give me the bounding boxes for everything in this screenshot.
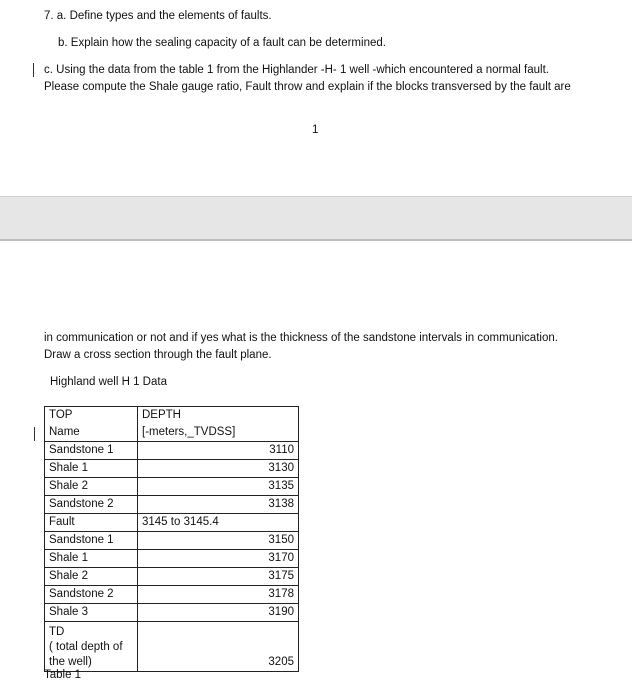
row-name: Shale 2 — [45, 568, 138, 586]
row-depth: 3178 — [138, 586, 299, 604]
text-cursor-2 — [34, 427, 35, 441]
row-name: Sandstone 2 — [45, 496, 138, 514]
row-td-name — [45, 622, 138, 672]
table-row — [45, 550, 299, 568]
table-header-row — [45, 407, 299, 425]
table-row — [45, 568, 299, 586]
table-row — [45, 460, 299, 478]
row-depth: 3150 — [138, 532, 299, 550]
table-row — [45, 532, 299, 550]
row-name: Fault — [45, 514, 138, 532]
row-name: Shale 1 — [45, 460, 138, 478]
continuation-line2: Draw a cross section through the fault plane. — [44, 349, 272, 361]
table-row — [45, 496, 299, 514]
table-row — [45, 586, 299, 604]
well-data-table — [44, 406, 299, 672]
table-row — [45, 604, 299, 622]
row-td-depth: 3205 — [138, 622, 299, 672]
row-name: Sandstone 2 — [45, 586, 138, 604]
row-name: Sandstone 1 — [45, 532, 138, 550]
question-7a: 7. a. Define types and the elements of faults. — [44, 10, 272, 22]
row-depth: 3145 to 3145.4 — [138, 514, 299, 532]
table-subheader-row — [45, 424, 299, 442]
table-row-fault — [45, 514, 299, 532]
td-line1: TD — [49, 626, 65, 638]
page-gap — [0, 197, 632, 239]
header-name: Name — [45, 424, 138, 442]
row-depth: 3110 — [138, 442, 299, 460]
row-depth: 3170 — [138, 550, 299, 568]
row-name: Shale 1 — [45, 550, 138, 568]
row-depth: 3190 — [138, 604, 299, 622]
table-row-td — [45, 622, 299, 672]
page-divider — [0, 239, 632, 241]
row-name: Shale 2 — [45, 478, 138, 496]
row-depth: 3135 — [138, 478, 299, 496]
row-name: Sandstone 1 — [45, 442, 138, 460]
table-row — [45, 442, 299, 460]
page-number: 1 — [312, 124, 319, 136]
row-name: Shale 3 — [45, 604, 138, 622]
header-unit: [-meters,_TVDSS] — [138, 424, 299, 442]
question-7b: b. Explain how the sealing capacity of a fault can be determined. — [58, 37, 386, 49]
td-line3: the well) — [49, 656, 92, 668]
header-top: TOP — [45, 407, 138, 425]
row-depth: 3130 — [138, 460, 299, 478]
row-depth: 3138 — [138, 496, 299, 514]
question-7c-line2: Please compute the Shale gauge ratio, Fault throw and explain if the blocks transversed by the fault are — [44, 81, 571, 93]
text-cursor — [33, 63, 34, 77]
row-depth: 3175 — [138, 568, 299, 586]
header-depth: DEPTH — [138, 407, 299, 425]
td-line2: ( total depth of — [49, 641, 123, 653]
table-caption: Table 1 — [44, 669, 82, 681]
question-7c-line1: c. Using the data from the table 1 from the Highlander -H- 1 well -which encountered a normal fault. — [44, 64, 549, 76]
table-row — [45, 478, 299, 496]
continuation-line1: in communication or not and if yes what is the thickness of the sandstone intervals in communication. — [44, 332, 558, 344]
table-title: Highland well H 1 Data — [50, 376, 167, 388]
